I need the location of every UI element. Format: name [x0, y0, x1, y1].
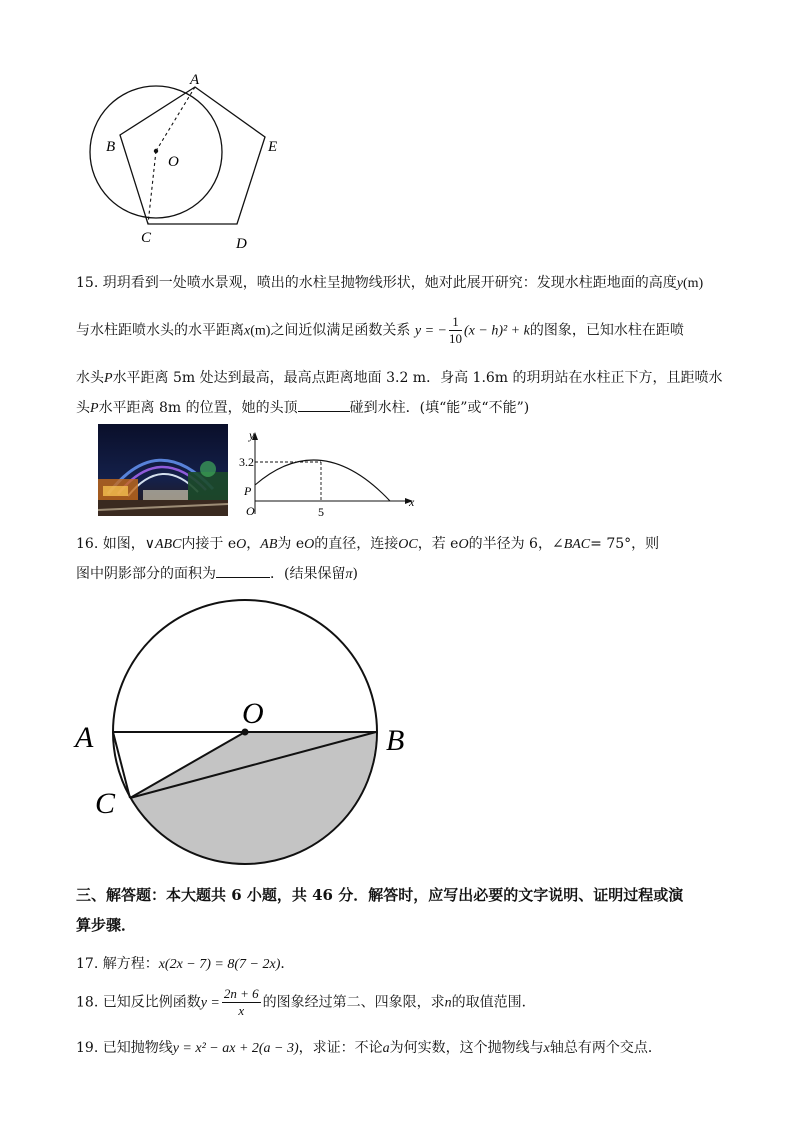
shaded-region: [130, 732, 376, 863]
q19: 19. 已知抛物线y = x² − ax + 2(a − 3)，求证：不论a为何实数，这个抛物线与x轴总有两个交点．: [76, 1040, 662, 1056]
pentagon-abcde: [120, 87, 265, 224]
label-origin: O: [246, 504, 255, 518]
label-d: D: [236, 236, 247, 252]
q16-line-1: 16. 如图，∨ABC内接于 eO，AB为 eO的直径，连接OC，若 eO的半径为 6，∠BAC= 75°，则: [76, 536, 660, 552]
label-e: E: [268, 139, 278, 155]
label-o: O: [242, 697, 264, 730]
ytick-3-2: 3.2: [239, 455, 254, 469]
q15-line-2: 与水柱距喷水头的水平距离x(m)之间近似满足函数关系 y = − $\frac{1}{10}$ (x − h)² + k的图象，已知水柱在距喷: [76, 314, 684, 346]
dashed-oa: [156, 87, 195, 151]
q15-line-4: 头P水平距离 8m 的位置，她的头顶 碰到水柱．(填“能”或“不能”): [76, 400, 530, 416]
q16-line-2: 图中阴影部分的面积为 ．(结果保留π): [76, 566, 358, 582]
xtick-5: 5: [318, 505, 324, 519]
fountain-photo: [98, 424, 228, 516]
q17: 17. 解方程：x(2x − 7) = 8(7 − 2x)．: [76, 956, 295, 972]
dashed-oc: [148, 151, 156, 224]
section-3-heading-line-1: 三、解答题：本大题共 6 小题，共 46 分．解答时，应写出必要的文字说明、证明过程或演: [76, 886, 684, 904]
answer-blank: [216, 565, 270, 578]
chord-ac: [113, 732, 130, 798]
label-b: B: [386, 724, 405, 757]
center-dot: [154, 149, 158, 153]
label-o: O: [168, 154, 179, 170]
section-3-heading-line-2: 算步骤．: [76, 916, 137, 934]
label-c: C: [95, 787, 116, 820]
label-b: B: [106, 139, 116, 155]
fraction-1-10: $\frac{1}{10}$: [449, 314, 462, 346]
answer-blank: [298, 399, 350, 412]
label-a: A: [190, 72, 200, 88]
q15-line-1: 15. 玥玥看到一处喷水景观，喷出的水柱呈抛物线形状，她对此展开研究：发现水柱距地面的高度y(m): [76, 275, 704, 291]
figure-circle-pentagon: [80, 70, 300, 255]
axis-x-label: x: [409, 495, 415, 509]
figure-circle-shaded: [70, 590, 430, 875]
label-c: C: [141, 230, 152, 246]
q18: 18. 已知反比例函数y = $\frac{2n + 6}{x}$ 的图象经过第二、四象限，求n的取值范围．: [76, 986, 536, 1018]
axis-y-label: y: [249, 428, 255, 442]
label-p: P: [244, 484, 252, 498]
q15-line-3: 水头P水平距离 5m 处达到最高，最高点距离地面 3.2 m．身高 1.6m 的玥玥站在水柱正下方，且距喷水: [76, 370, 723, 386]
graph-parabola: [236, 428, 421, 522]
label-a: A: [75, 721, 94, 754]
parabola-curve: [255, 460, 390, 501]
fraction-2n6-x: $\frac{2n + 6}{x}$: [223, 986, 259, 1018]
